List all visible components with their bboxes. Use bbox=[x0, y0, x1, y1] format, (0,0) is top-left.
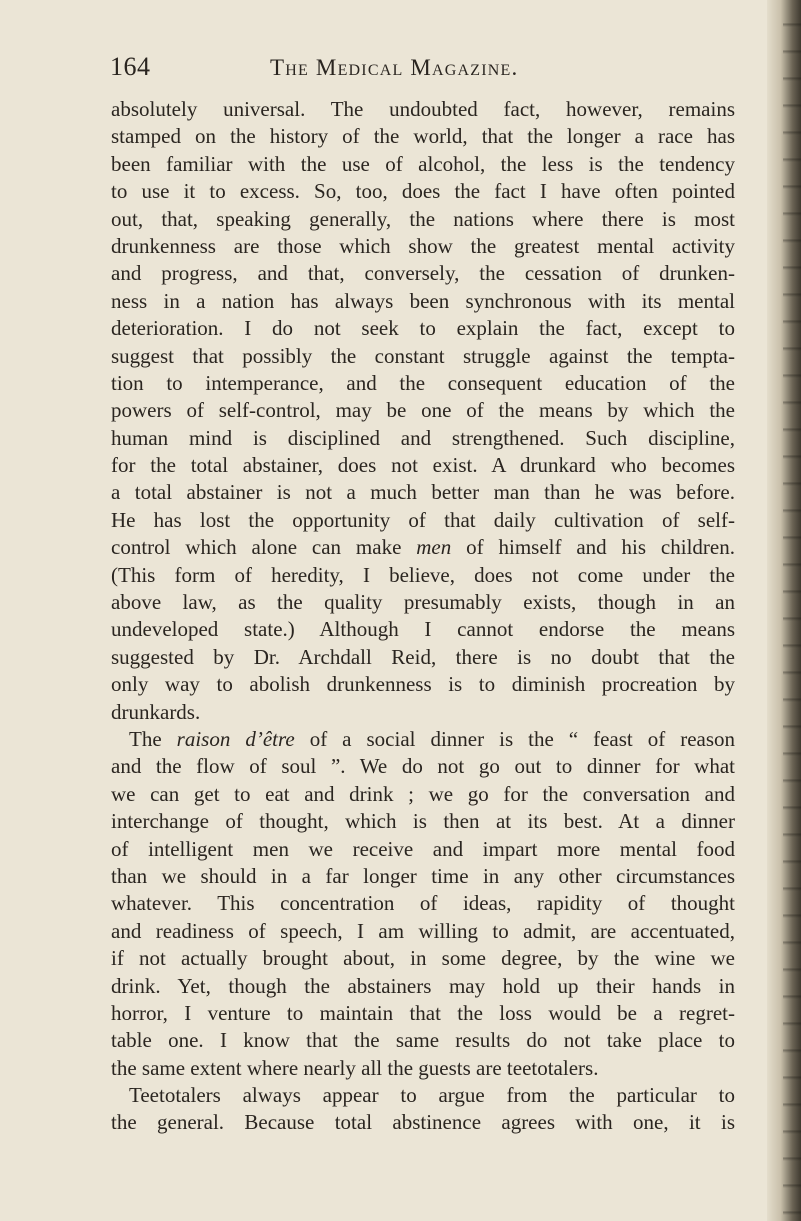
text-line: and progress, and that, conversely, the cessation of drunken- bbox=[111, 261, 735, 286]
text-line: Teetotalers always appear to argue from the particular to bbox=[129, 1083, 735, 1108]
page-header bbox=[110, 52, 730, 92]
text-line: out, that, speaking generally, the nations where there is most bbox=[111, 206, 735, 231]
text-line: above law, as the quality presumably exists, though in an bbox=[111, 590, 735, 615]
text-line: to use it to excess. So, too, does the fact I have often pointed bbox=[111, 179, 735, 204]
text-line: and the flow of soul ”. We do not go out to dinner for what bbox=[111, 754, 735, 779]
text-line: of intelligent men we receive and impart more mental food bbox=[111, 836, 735, 861]
text-line: for the total abstainer, does not exist. A drunkard who becomes bbox=[111, 453, 735, 478]
text-line: the same extent where nearly all the guests are teetotalers. bbox=[111, 1055, 599, 1080]
text-line: deterioration. I do not seek to explain the fact, except to bbox=[111, 316, 735, 341]
text-line: absolutely universal. The undoubted fact, however, remains bbox=[111, 97, 735, 121]
text-line: tion to intemperance, and the consequent education of the bbox=[111, 370, 735, 395]
text-line: been familiar with the use of alcohol, the less is the tendency bbox=[111, 151, 735, 176]
running-head: The Medical Magazine. bbox=[270, 55, 519, 80]
text-line: (This form of heredity, I believe, does not come under the bbox=[111, 562, 735, 587]
text-line: than we should in a far longer time in any other circumstances bbox=[111, 863, 735, 888]
text-line: only way to abolish drunkenness is to diminish procreation by bbox=[111, 672, 735, 697]
italic-text: raison d’être bbox=[176, 726, 295, 751]
text-line: drunkenness are those which show the greatest mental activity bbox=[111, 233, 735, 258]
text-line: the general. Because total abstinence agrees with one, it is bbox=[111, 1110, 735, 1135]
text-line: human mind is disciplined and strengthened. Such discipline, bbox=[111, 425, 735, 450]
text-line: suggested by Dr. Archdall Reid, there is no doubt that the bbox=[111, 644, 735, 669]
text-line: He has lost the opportunity of that daily cultivation of self- bbox=[111, 507, 735, 532]
text-segment: of himself and his children. bbox=[451, 535, 735, 560]
page-edge-texture bbox=[783, 0, 801, 1221]
text-line: and readiness of speech, I am willing to admit, are accentuated, bbox=[111, 918, 735, 943]
text-line: whatever. This concentration of ideas, rapidity of thought bbox=[111, 891, 735, 916]
text-segment: of a social dinner is the “ feast of reason bbox=[294, 726, 735, 751]
body-text bbox=[111, 96, 735, 1137]
text-line: drunkards. bbox=[111, 699, 201, 724]
text-line: ness in a nation has always been synchronous with its mental bbox=[111, 288, 735, 313]
text-line: powers of self-control, may be one of the means by which the bbox=[111, 398, 735, 423]
text-line: if not actually brought about, in some degree, by the wine we bbox=[111, 946, 735, 971]
text-line: a total abstainer is not a much better man than he was before. bbox=[111, 480, 735, 505]
text-line: horror, I venture to maintain that the loss would be a regret- bbox=[111, 1000, 735, 1025]
text-segment: The bbox=[129, 726, 177, 751]
text-line: stamped on the history of the world, that the longer a race has bbox=[111, 124, 735, 149]
text-line bbox=[111, 534, 735, 561]
text-line: interchange of thought, which is then at its best. At a dinner bbox=[111, 809, 735, 834]
text-line bbox=[111, 726, 735, 753]
page-number: 164 bbox=[110, 52, 151, 81]
italic-text: men bbox=[416, 535, 452, 560]
text-segment: control which alone can make bbox=[111, 535, 417, 560]
text-line: we can get to eat and drink ; we go for the conversation and bbox=[111, 781, 735, 806]
text-line: drink. Yet, though the abstainers may hold up their hands in bbox=[111, 973, 735, 998]
text-line: undeveloped state.) Although I cannot endorse the means bbox=[111, 617, 735, 642]
text-line: table one. I know that the same results do not take place to bbox=[111, 1028, 735, 1053]
text-line: suggest that possibly the constant struggle against the tempta- bbox=[111, 343, 735, 368]
